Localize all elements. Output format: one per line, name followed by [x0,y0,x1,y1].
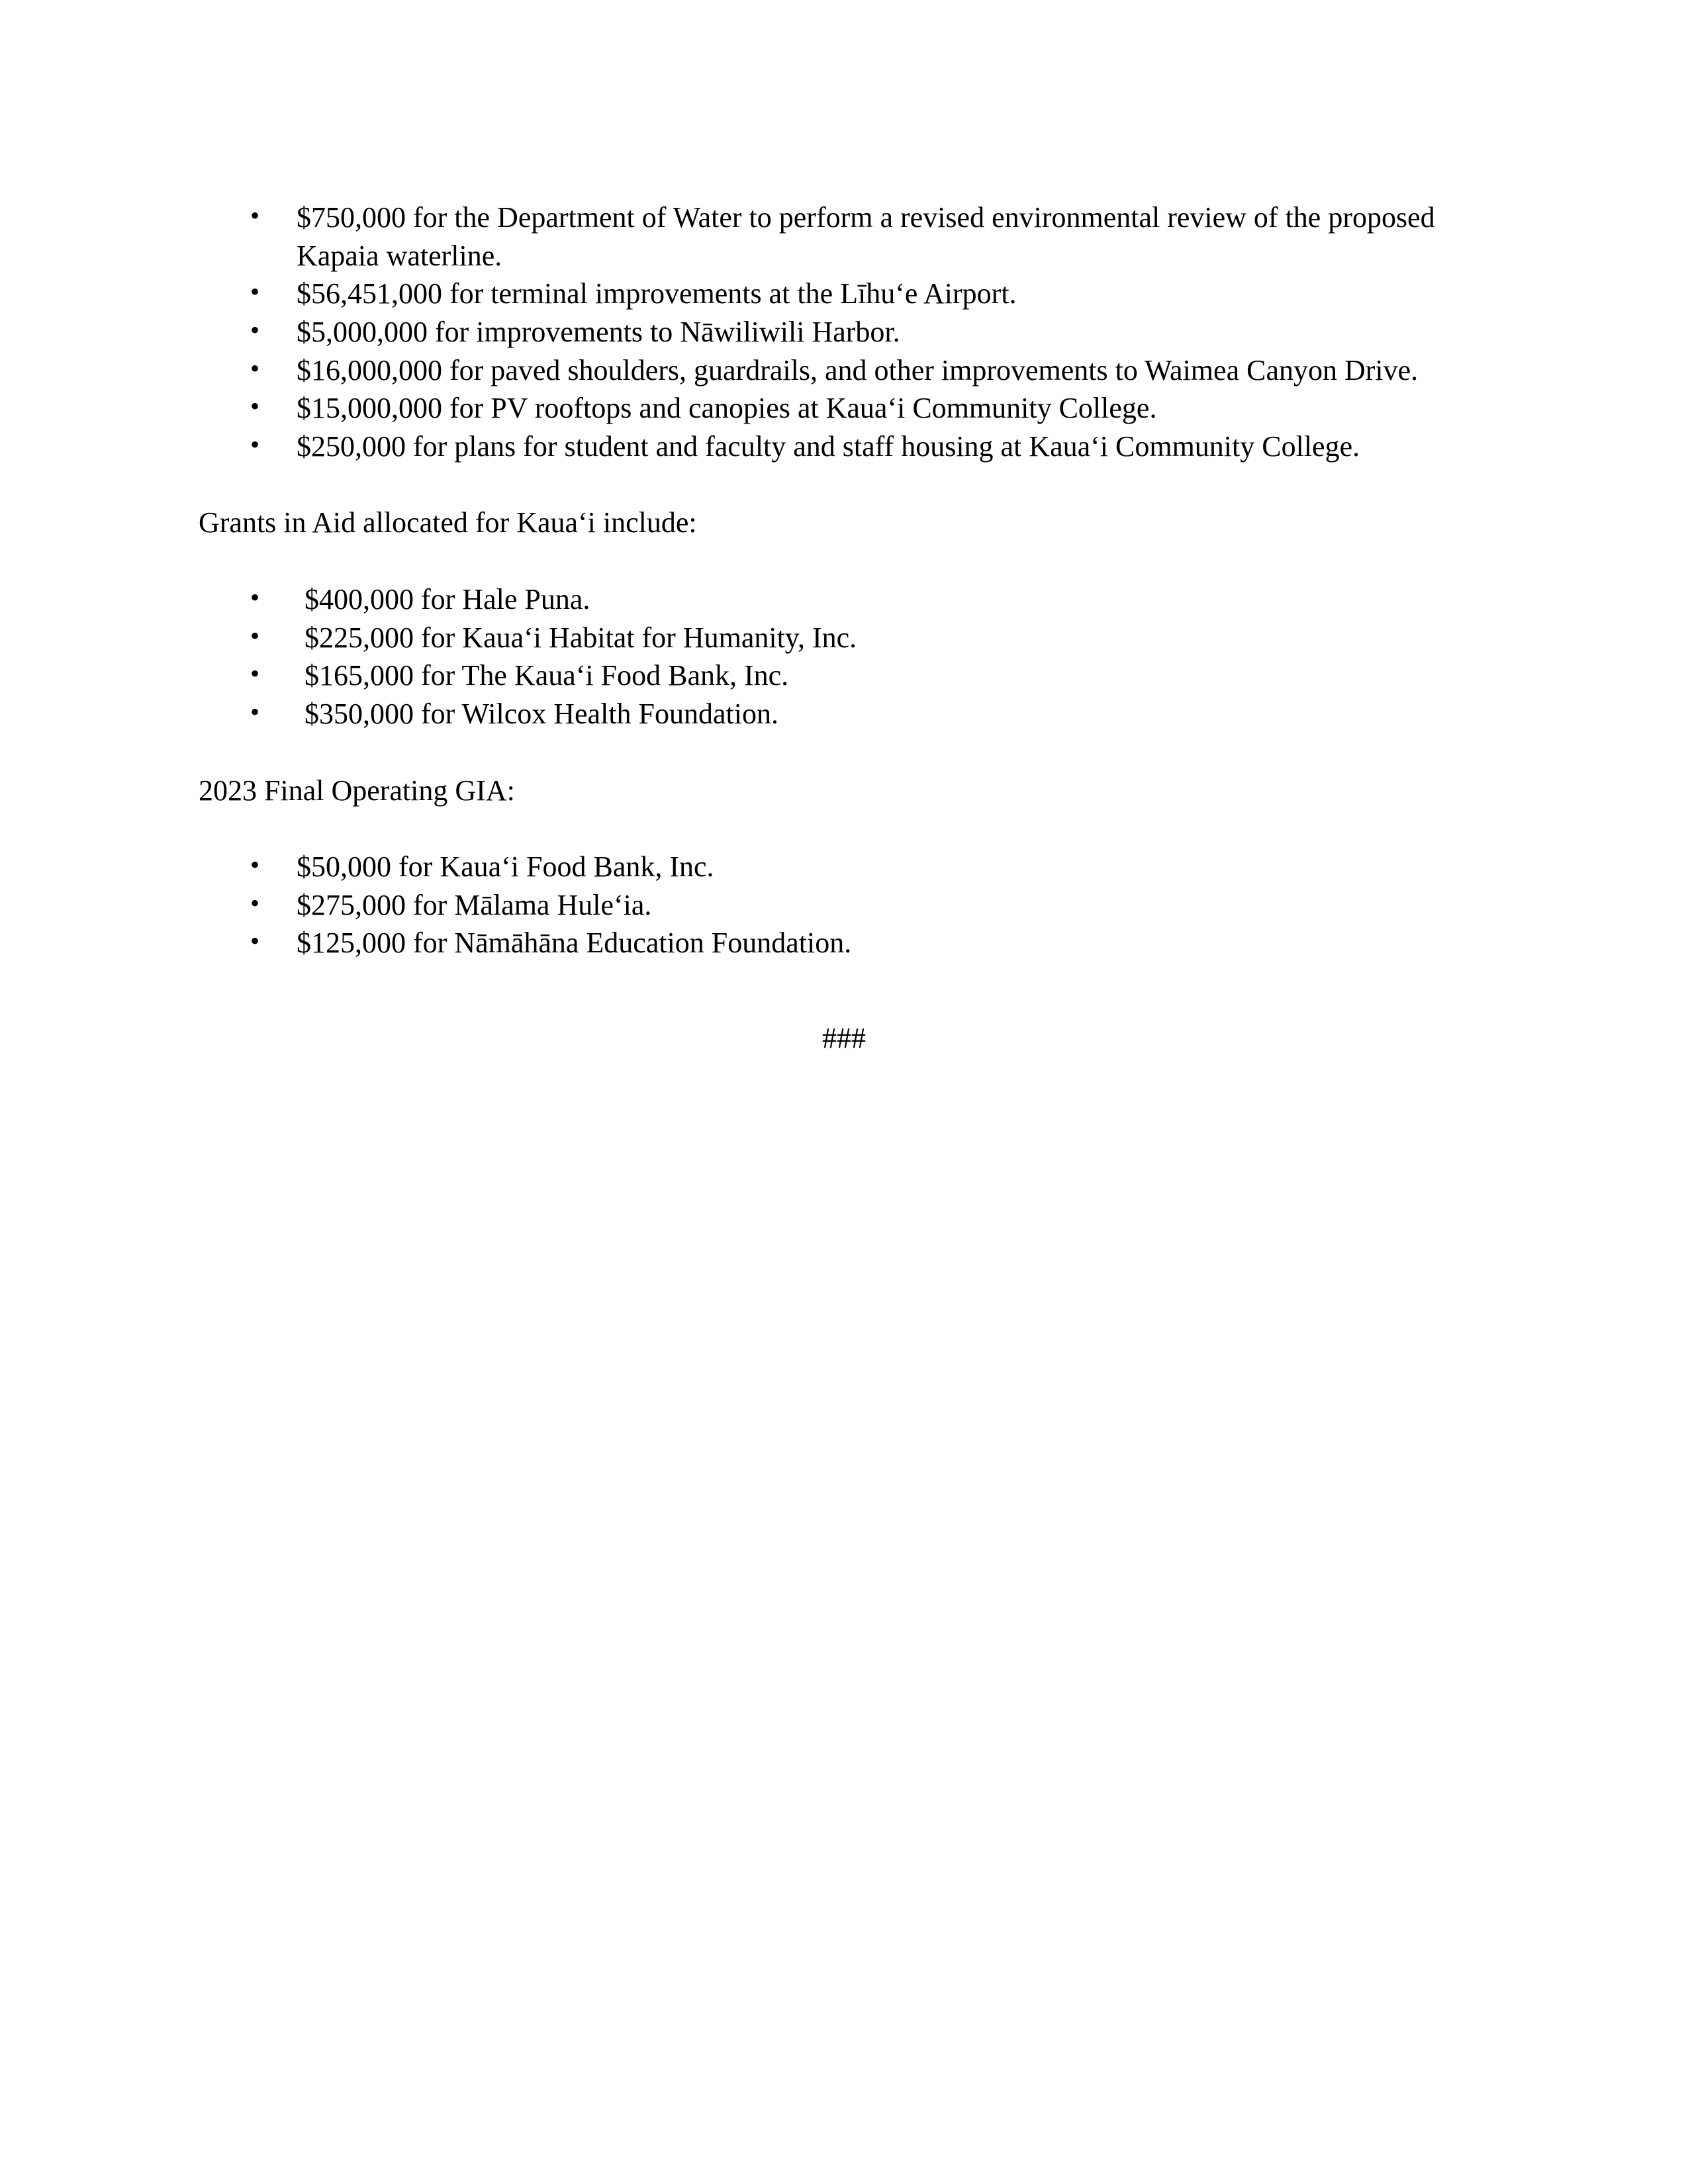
list-item: • $50,000 for Kauaʻi Food Bank, Inc. [199,848,1489,886]
operating-gia-heading: 2023 Final Operating GIA: [199,774,515,807]
spacer [199,809,1489,848]
grants-in-aid-list [199,580,1489,733]
grants-in-aid-heading: Grants in Aid allocated for Kauaʻi include: [199,506,697,539]
spacer [199,733,1489,772]
operating-gia-list [199,848,1489,962]
list-item: • $275,000 for Mālama Huleʻia. [199,886,1489,925]
list-item: • $350,000 for Wilcox Health Foundation. [199,695,1489,733]
list-item: • $125,000 for Nāmāhāna Education Foundation. [199,924,1489,962]
list-item: • $56,451,000 for terminal improvements at the Līhuʻe Airport. [199,275,1489,313]
list-item: • $400,000 for Hale Puna. [199,580,1489,619]
list-item: • $5,000,000 for improvements to Nāwiliwili Harbor. [199,313,1489,351]
spacer [199,465,1489,504]
spacer [199,542,1489,580]
list-item: • $15,000,000 for PV rooftops and canopies at Kauaʻi Community College. [199,389,1489,428]
list-item: • $250,000 for plans for student and faculty and staff housing at Kauaʻi Community College. [199,428,1489,466]
list-item: • $165,000 for The Kauaʻi Food Bank, Inc. [199,657,1489,695]
document-body [199,199,1489,1058]
end-marker: ### [822,1022,866,1054]
list-item: • $16,000,000 for paved shoulders, guardrails, and other improvements to Waimea Canyon Drive. [199,351,1489,390]
capital-improvements-list [199,199,1489,465]
list-item: • $750,000 for the Department of Water to perform a revised environmental review of the proposed Kapaia waterline. [199,199,1489,275]
list-item: • $225,000 for Kauaʻi Habitat for Humanity, Inc. [199,619,1489,657]
